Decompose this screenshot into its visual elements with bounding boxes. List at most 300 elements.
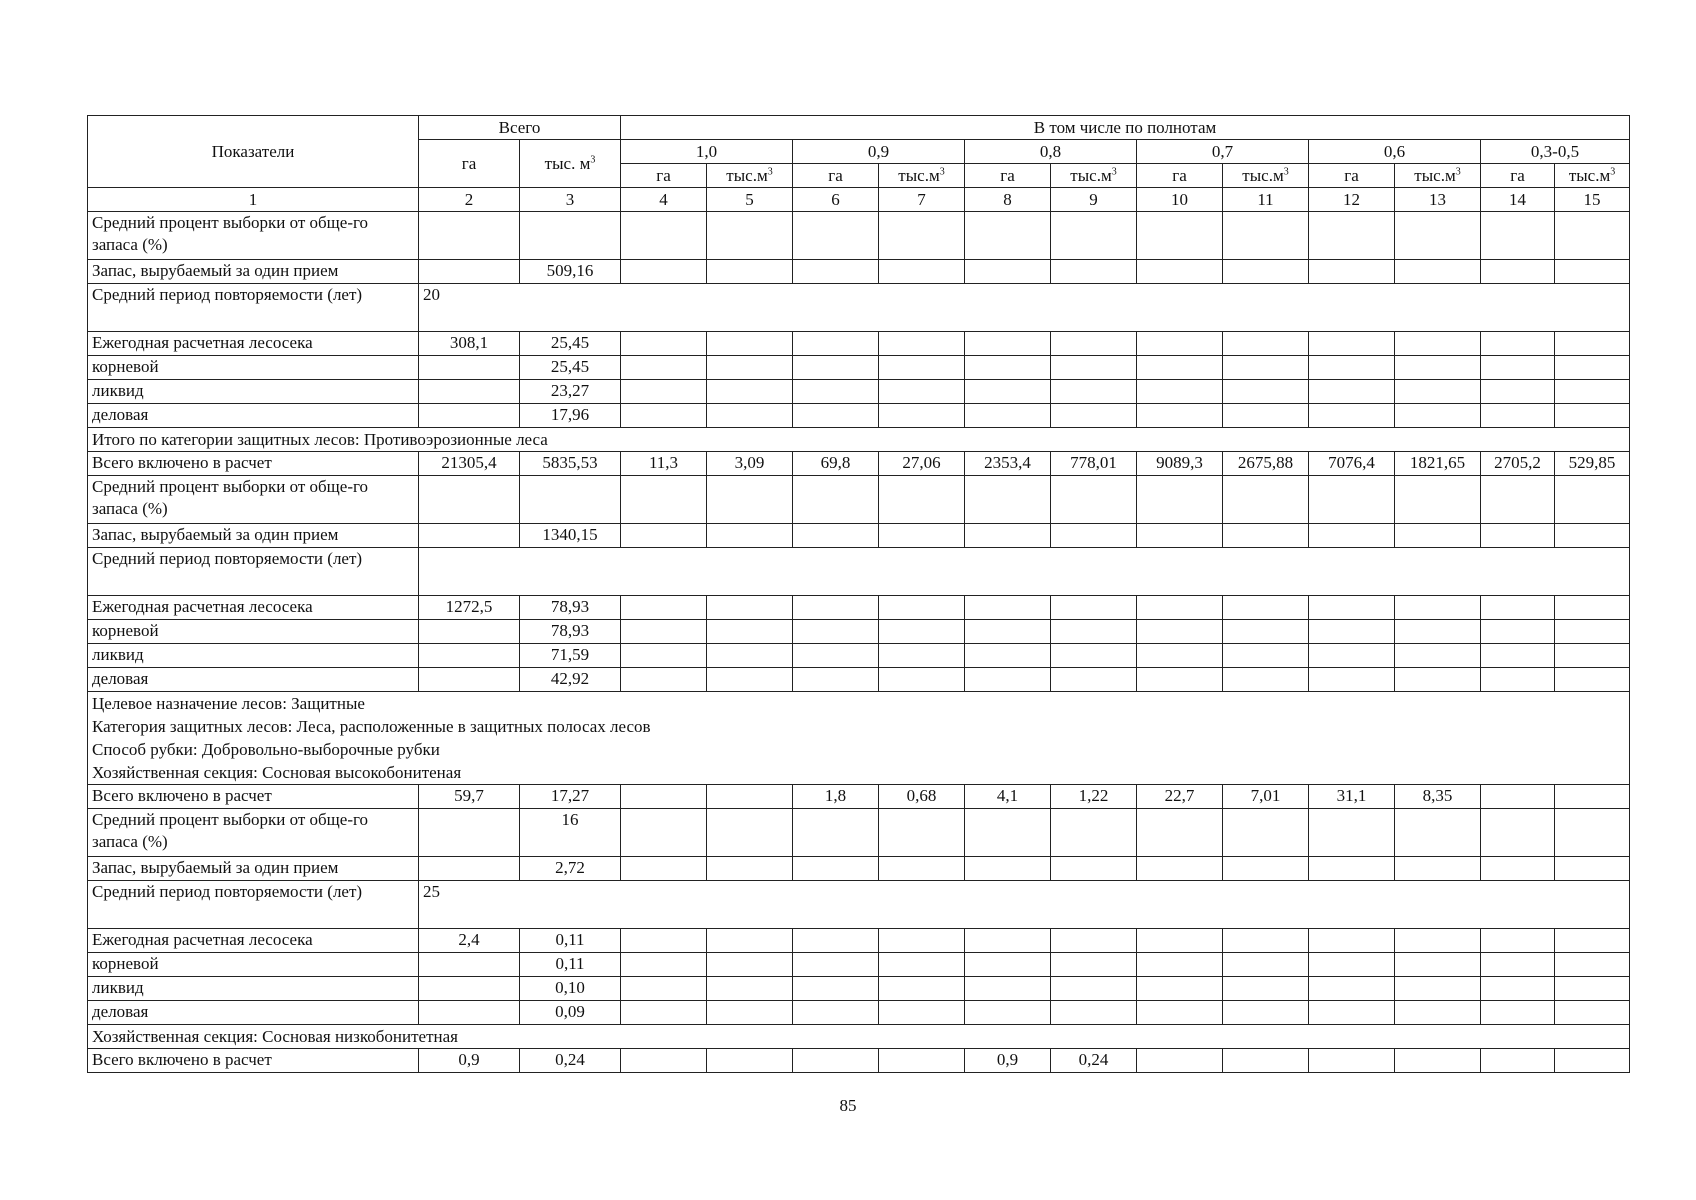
table-row	[88, 452, 1630, 476]
period-value	[419, 548, 1630, 596]
data-cell	[621, 929, 707, 953]
table-row	[88, 476, 1630, 524]
data-cell	[879, 620, 965, 644]
data-cell	[1481, 356, 1555, 380]
data-cell	[1481, 332, 1555, 356]
data-cell	[621, 524, 707, 548]
data-cell	[1481, 596, 1555, 620]
data-cell	[1395, 332, 1481, 356]
data-cell	[879, 1049, 965, 1073]
unit-volume: $тыс.м^3$	[1555, 164, 1630, 188]
column-number: 13	[1395, 188, 1481, 212]
data-cell	[1555, 977, 1630, 1001]
data-cell: 23,27	[520, 380, 621, 404]
column-number: 2	[419, 188, 520, 212]
forest-data-table	[87, 115, 1630, 1073]
data-cell	[419, 212, 520, 260]
column-number: 3	[520, 188, 621, 212]
data-cell	[1137, 620, 1223, 644]
data-cell	[707, 596, 793, 620]
data-cell: 529,85	[1555, 452, 1630, 476]
data-cell: 9089,3	[1137, 452, 1223, 476]
table-row	[88, 524, 1630, 548]
data-cell	[1481, 212, 1555, 260]
data-cell	[621, 953, 707, 977]
table-row	[88, 356, 1630, 380]
data-cell	[1051, 929, 1137, 953]
data-cell: 21305,4	[419, 452, 520, 476]
page-number: 85	[839, 1096, 857, 1115]
data-cell: 5835,53	[520, 452, 621, 476]
density-group-header: 1,0	[621, 140, 793, 164]
data-cell	[1137, 977, 1223, 1001]
data-cell	[621, 356, 707, 380]
data-cell	[707, 809, 793, 857]
data-cell	[1051, 596, 1137, 620]
data-cell	[1555, 1049, 1630, 1073]
row-label: Средний период повторяемости (лет)	[88, 284, 419, 332]
data-cell	[1223, 332, 1309, 356]
data-cell	[1223, 1001, 1309, 1025]
data-cell	[1137, 404, 1223, 428]
section-line: Хозяйственная секция: Сосновая высокобонитеная	[92, 763, 462, 782]
header-indicator: Показатели	[88, 116, 419, 188]
unit-ha: га	[621, 164, 707, 188]
data-cell	[793, 596, 879, 620]
table-row	[88, 857, 1630, 881]
data-cell	[879, 524, 965, 548]
data-cell	[965, 404, 1051, 428]
data-cell	[1481, 977, 1555, 1001]
data-cell	[621, 332, 707, 356]
data-cell	[707, 857, 793, 881]
data-cell	[1223, 620, 1309, 644]
data-cell	[1309, 524, 1395, 548]
data-cell	[1051, 380, 1137, 404]
column-number: 8	[965, 188, 1051, 212]
data-cell	[1395, 620, 1481, 644]
data-cell	[1555, 857, 1630, 881]
data-cell	[707, 1001, 793, 1025]
data-cell	[1395, 668, 1481, 692]
table-row	[88, 284, 1630, 332]
row-label: Средний процент выборки от обще-го запаса (%)	[88, 809, 419, 857]
density-group-header: 0,3-0,5	[1481, 140, 1630, 164]
unit-volume: $тыс.м^3$	[707, 164, 793, 188]
header-by-density: В том числе по полнотам	[621, 116, 1630, 140]
data-cell	[1137, 476, 1223, 524]
data-cell	[621, 380, 707, 404]
data-cell	[965, 260, 1051, 284]
header-total-ha: га	[419, 140, 520, 188]
data-cell	[1555, 1001, 1630, 1025]
unit-ha: га	[965, 164, 1051, 188]
column-number: 11	[1223, 188, 1309, 212]
data-cell	[1395, 1001, 1481, 1025]
data-cell	[1137, 668, 1223, 692]
data-cell	[1481, 380, 1555, 404]
data-cell	[1555, 785, 1630, 809]
data-cell	[707, 332, 793, 356]
data-cell	[1481, 857, 1555, 881]
data-cell	[419, 620, 520, 644]
data-cell	[879, 953, 965, 977]
data-cell	[1395, 524, 1481, 548]
data-cell	[793, 668, 879, 692]
table-row	[88, 809, 1630, 857]
data-cell	[707, 644, 793, 668]
data-cell	[1555, 476, 1630, 524]
data-cell	[965, 857, 1051, 881]
data-cell	[621, 785, 707, 809]
header-total-volume: тыс. $м^3$	[520, 140, 621, 188]
data-cell	[707, 953, 793, 977]
column-number: 5	[707, 188, 793, 212]
data-cell	[793, 620, 879, 644]
data-cell	[793, 404, 879, 428]
data-cell	[1555, 644, 1630, 668]
table-row	[88, 1049, 1630, 1073]
data-cell: 25,45	[520, 356, 621, 380]
data-cell	[1395, 953, 1481, 977]
data-cell	[1137, 857, 1223, 881]
table-row	[88, 692, 1630, 785]
data-cell	[1481, 809, 1555, 857]
data-cell	[1555, 260, 1630, 284]
data-cell: 25,45	[520, 332, 621, 356]
column-number: 1	[88, 188, 419, 212]
table-row	[88, 785, 1630, 809]
data-cell	[879, 929, 965, 953]
data-cell	[621, 596, 707, 620]
data-cell: 0,10	[520, 977, 621, 1001]
data-cell	[1481, 524, 1555, 548]
data-cell	[965, 929, 1051, 953]
density-group-header: 0,8	[965, 140, 1137, 164]
data-cell	[879, 596, 965, 620]
data-cell: 2,72	[520, 857, 621, 881]
data-cell: 2353,4	[965, 452, 1051, 476]
data-cell: 0,9	[965, 1049, 1051, 1073]
data-cell	[1395, 857, 1481, 881]
data-cell	[1555, 524, 1630, 548]
data-cell	[1051, 1001, 1137, 1025]
data-cell	[1555, 620, 1630, 644]
data-cell	[1051, 212, 1137, 260]
data-cell	[419, 977, 520, 1001]
data-cell	[621, 404, 707, 428]
data-cell	[1309, 620, 1395, 644]
data-cell	[1223, 929, 1309, 953]
data-cell	[879, 977, 965, 1001]
data-cell	[520, 212, 621, 260]
data-cell	[965, 212, 1051, 260]
data-cell	[707, 260, 793, 284]
data-cell	[1309, 404, 1395, 428]
data-cell	[1395, 260, 1481, 284]
data-cell	[1223, 809, 1309, 857]
section-line: Способ рубки: Добровольно-выборочные рубки	[92, 740, 440, 759]
data-cell: 71,59	[520, 644, 621, 668]
data-cell: 0,09	[520, 1001, 621, 1025]
data-cell	[1481, 668, 1555, 692]
row-label: Запас, вырубаемый за один прием	[88, 857, 419, 881]
section-line: Хозяйственная секция: Сосновая низкобонитетная	[92, 1027, 458, 1046]
data-cell	[419, 953, 520, 977]
data-cell	[707, 620, 793, 644]
data-cell: 1,8	[793, 785, 879, 809]
data-cell	[1309, 596, 1395, 620]
data-cell	[621, 260, 707, 284]
section-line: Целевое назначение лесов: Защитные	[92, 694, 365, 713]
data-cell	[1051, 620, 1137, 644]
data-cell: 42,92	[520, 668, 621, 692]
data-cell	[1555, 596, 1630, 620]
data-cell	[1309, 212, 1395, 260]
data-cell	[419, 404, 520, 428]
row-label: Запас, вырубаемый за один прием	[88, 260, 419, 284]
data-cell: 4,1	[965, 785, 1051, 809]
data-cell	[879, 476, 965, 524]
table-row	[88, 1001, 1630, 1025]
data-cell	[419, 356, 520, 380]
row-label: Всего включено в расчет	[88, 452, 419, 476]
data-cell: 31,1	[1309, 785, 1395, 809]
data-cell	[419, 476, 520, 524]
data-cell	[1137, 212, 1223, 260]
row-label: Ежегодная расчетная лесосека	[88, 929, 419, 953]
unit-volume: $тыс.м^3$	[879, 164, 965, 188]
row-label: ликвид	[88, 644, 419, 668]
column-number: 15	[1555, 188, 1630, 212]
row-label: корневой	[88, 620, 419, 644]
data-cell	[1051, 260, 1137, 284]
data-cell	[1309, 953, 1395, 977]
data-cell	[621, 620, 707, 644]
data-cell	[879, 260, 965, 284]
data-cell	[1481, 785, 1555, 809]
row-label: корневой	[88, 356, 419, 380]
data-cell	[1051, 644, 1137, 668]
data-cell: 1,22	[1051, 785, 1137, 809]
period-value: 25	[419, 881, 1630, 929]
data-cell	[965, 953, 1051, 977]
data-cell	[1395, 1049, 1481, 1073]
data-cell	[1051, 404, 1137, 428]
data-cell	[793, 524, 879, 548]
period-value: 20	[419, 284, 1630, 332]
data-cell: 16	[520, 809, 621, 857]
data-cell	[965, 977, 1051, 1001]
table-row	[88, 668, 1630, 692]
data-cell	[793, 212, 879, 260]
data-cell	[1395, 404, 1481, 428]
table-row	[88, 260, 1630, 284]
data-cell: 0,11	[520, 929, 621, 953]
table-row	[88, 1025, 1630, 1049]
column-number: 7	[879, 188, 965, 212]
data-cell	[1051, 524, 1137, 548]
data-cell: 17,27	[520, 785, 621, 809]
data-cell: 1272,5	[419, 596, 520, 620]
data-cell	[1051, 356, 1137, 380]
data-cell	[621, 644, 707, 668]
row-label: Всего включено в расчет	[88, 785, 419, 809]
data-cell	[1051, 857, 1137, 881]
data-cell	[1395, 380, 1481, 404]
table-row	[88, 332, 1630, 356]
column-number: 9	[1051, 188, 1137, 212]
data-cell	[1555, 356, 1630, 380]
data-cell	[1309, 929, 1395, 953]
section-line: Категория защитных лесов: Леса, расположенные в защитных полосах лесов	[92, 717, 651, 736]
data-cell	[1137, 332, 1223, 356]
row-label: Средний процент выборки от обще-го запаса (%)	[88, 476, 419, 524]
data-cell	[1481, 620, 1555, 644]
data-cell	[965, 596, 1051, 620]
data-cell	[707, 785, 793, 809]
data-cell	[1481, 476, 1555, 524]
data-cell: 0,24	[520, 1049, 621, 1073]
data-cell	[1051, 809, 1137, 857]
data-cell	[1223, 644, 1309, 668]
table-row	[88, 548, 1630, 596]
data-cell	[1223, 857, 1309, 881]
data-cell	[965, 1001, 1051, 1025]
column-number: 14	[1481, 188, 1555, 212]
data-cell	[1481, 404, 1555, 428]
section-heading	[88, 692, 1630, 785]
data-cell	[793, 356, 879, 380]
data-cell	[1309, 857, 1395, 881]
data-cell	[879, 332, 965, 356]
table-row	[88, 881, 1630, 929]
data-cell	[621, 977, 707, 1001]
density-group-header: 0,7	[1137, 140, 1309, 164]
data-cell	[1051, 668, 1137, 692]
data-cell	[1137, 929, 1223, 953]
table-row	[88, 953, 1630, 977]
data-cell: 11,3	[621, 452, 707, 476]
data-cell	[965, 524, 1051, 548]
data-cell	[1481, 644, 1555, 668]
data-cell	[1137, 1049, 1223, 1073]
data-cell: 509,16	[520, 260, 621, 284]
data-cell	[707, 524, 793, 548]
data-cell	[1223, 953, 1309, 977]
section-heading	[88, 1025, 1630, 1049]
data-cell	[879, 380, 965, 404]
data-cell	[1481, 953, 1555, 977]
data-cell	[707, 1049, 793, 1073]
header-total: Всего	[419, 116, 621, 140]
data-cell	[621, 476, 707, 524]
data-cell	[1309, 356, 1395, 380]
density-group-header: 0,9	[793, 140, 965, 164]
data-cell	[621, 857, 707, 881]
unit-ha: га	[1309, 164, 1395, 188]
data-cell	[965, 809, 1051, 857]
data-cell: 78,93	[520, 620, 621, 644]
data-cell	[793, 644, 879, 668]
data-cell	[707, 380, 793, 404]
data-cell	[1051, 476, 1137, 524]
data-cell	[419, 380, 520, 404]
data-cell: 7076,4	[1309, 452, 1395, 476]
row-label: деловая	[88, 668, 419, 692]
data-cell: 0,24	[1051, 1049, 1137, 1073]
column-number: 12	[1309, 188, 1395, 212]
table-row	[88, 596, 1630, 620]
data-cell	[1395, 476, 1481, 524]
data-cell	[1309, 668, 1395, 692]
data-cell: 0,9	[419, 1049, 520, 1073]
data-cell	[1309, 476, 1395, 524]
data-cell	[1223, 524, 1309, 548]
data-cell	[1137, 1001, 1223, 1025]
row-label: Ежегодная расчетная лесосека	[88, 596, 419, 620]
data-cell	[1309, 332, 1395, 356]
data-cell	[419, 524, 520, 548]
data-cell	[879, 1001, 965, 1025]
data-cell	[419, 857, 520, 881]
unit-ha: га	[793, 164, 879, 188]
data-cell: 0,11	[520, 953, 621, 977]
data-cell	[621, 668, 707, 692]
data-cell: 2675,88	[1223, 452, 1309, 476]
data-cell	[707, 476, 793, 524]
data-cell: 17,96	[520, 404, 621, 428]
column-number: 6	[793, 188, 879, 212]
data-cell	[793, 1049, 879, 1073]
data-cell: 7,01	[1223, 785, 1309, 809]
data-cell	[1395, 212, 1481, 260]
data-cell	[1555, 953, 1630, 977]
data-cell	[965, 668, 1051, 692]
unit-volume: $тыс.м^3$	[1223, 164, 1309, 188]
row-label: Ежегодная расчетная лесосека	[88, 332, 419, 356]
section-line: Итого по категории защитных лесов: Противоэрозионные леса	[92, 430, 548, 449]
data-cell	[793, 260, 879, 284]
row-label: Средний процент выборки от обще-го запаса (%)	[88, 212, 419, 260]
data-cell	[793, 380, 879, 404]
data-cell	[879, 212, 965, 260]
data-cell	[793, 1001, 879, 1025]
data-cell	[1481, 1001, 1555, 1025]
data-cell	[965, 380, 1051, 404]
data-cell	[1137, 356, 1223, 380]
row-label: ликвид	[88, 977, 419, 1001]
data-cell	[419, 1001, 520, 1025]
data-cell	[1555, 380, 1630, 404]
row-label: Средний период повторяемости (лет)	[88, 548, 419, 596]
data-cell	[1555, 332, 1630, 356]
data-cell: 8,35	[1395, 785, 1481, 809]
table-row	[88, 380, 1630, 404]
data-cell	[520, 476, 621, 524]
data-cell	[1309, 380, 1395, 404]
data-cell	[1223, 404, 1309, 428]
data-cell	[707, 977, 793, 1001]
table-row	[88, 212, 1630, 260]
data-cell	[793, 953, 879, 977]
data-cell	[1137, 380, 1223, 404]
data-cell: 1340,15	[520, 524, 621, 548]
data-cell: 59,7	[419, 785, 520, 809]
data-cell	[1555, 404, 1630, 428]
data-cell	[1395, 977, 1481, 1001]
data-cell	[419, 260, 520, 284]
